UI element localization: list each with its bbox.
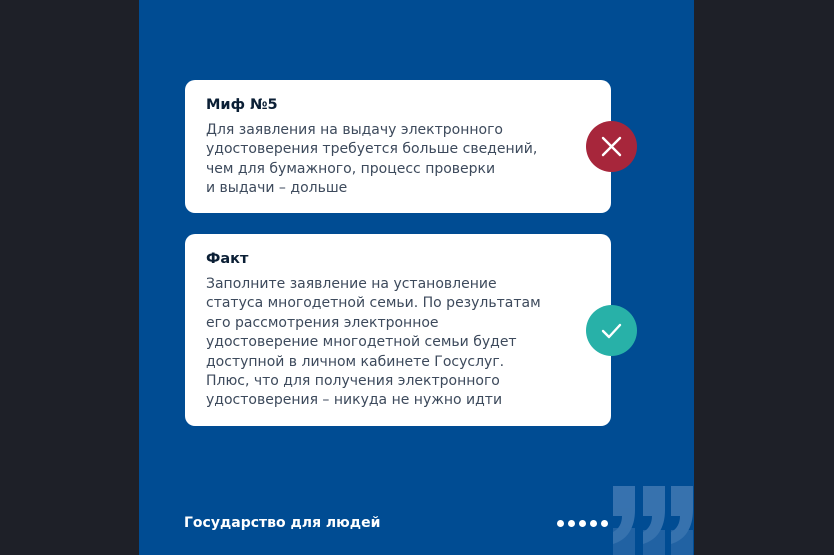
fact-card (185, 234, 611, 426)
pagination-dots (557, 520, 608, 527)
pagination-dot[interactable] (557, 520, 564, 527)
left-backdrop (0, 0, 139, 555)
pagination-dot[interactable] (590, 520, 597, 527)
fact-text: Заполните заявление на установление статуса многодетной семьи. По результатам его рассмотрения электронное удостоверение многодетной семьи будет доступной в личном кабинете Госуслуг. Плюс, что для получения электронного удостоверения – никуда не нужно идти (206, 276, 541, 409)
myth-card (185, 80, 611, 213)
myth-title: Миф №5 (206, 97, 278, 113)
myth-text: Для заявления на выдачу электронного удостоверения требуется больше сведений, чем для бумажного, процесс проверки и выдачи – дольше (206, 122, 538, 197)
quote-icon (611, 484, 694, 555)
fact-title: Факт (206, 251, 249, 267)
pagination-dot[interactable] (601, 520, 608, 527)
myth-badge (586, 121, 637, 172)
check-icon (586, 305, 637, 356)
right-backdrop (694, 0, 834, 555)
brand-slogan: Государство для людей (184, 515, 381, 531)
close-icon (586, 121, 637, 172)
slide-panel (139, 0, 694, 555)
pagination-dot[interactable] (568, 520, 575, 527)
fact-badge (586, 305, 637, 356)
pagination-dot[interactable] (579, 520, 586, 527)
